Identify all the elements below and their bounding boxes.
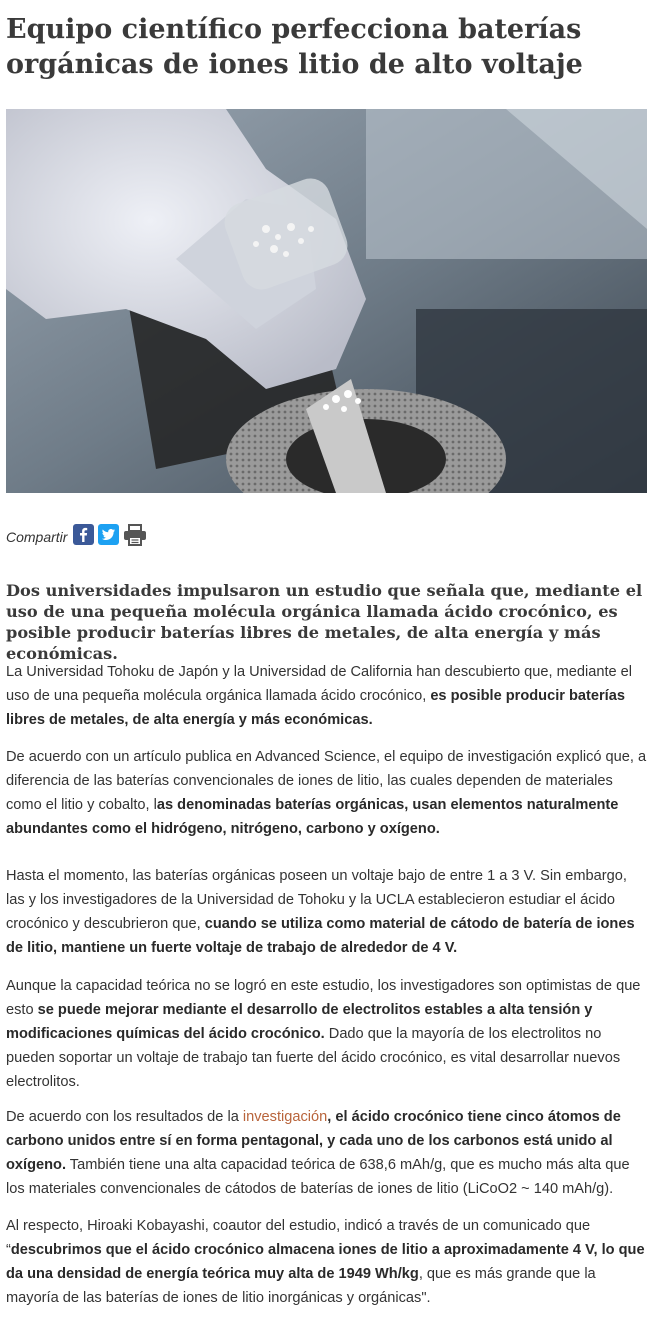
paragraph-text: De acuerdo con los resultados de la bbox=[6, 1109, 243, 1125]
paragraph-text: Aunque la capacidad teórica no se logró en este estudio, los investigadores son optimistas de que esto bbox=[6, 978, 641, 1018]
paragraph-text: Hasta el momento, las baterías orgánicas poseen un voltaje bajo de entre 1 a 3 V. Sin embargo, las y los investigadores de la Universidad de Tohoku y la UCLA establecieron estudiar el ácido crocónico y descubrieron que, bbox=[6, 868, 627, 932]
paragraph-text: De acuerdo con un artículo publica en Advanced Science, el equipo de investigación explicó que, a diferencia de las baterías convencionales de iones de litio, las cuales dependen de materiales como el litio y cobalto, l bbox=[6, 749, 647, 813]
paragraph-text: Al respecto, Hiroaki Kobayashi, coautor del estudio, indicó a través de un comunicado que “ bbox=[6, 1218, 591, 1258]
body-paragraph-5 bbox=[6, 1105, 648, 1201]
article-lead: Dos universidades impulsaron un estudio que señala que, mediante el uso de una pequeña molécula orgánica llamada ácido crocónico, es posible producir baterías libres de metales, de alta energía y más económicas. bbox=[6, 581, 643, 663]
investigacion-link[interactable]: investigación bbox=[242, 1109, 328, 1125]
body-paragraph-4 bbox=[6, 974, 648, 1094]
share-label: Compartir bbox=[6, 529, 68, 545]
paragraph-emphasis: , el ácido crocónico tiene cinco átomos de carbono unidos entre sí en forma pentagonal, y cada uno de los carbonos está unido al oxígeno. bbox=[6, 1109, 621, 1173]
body-paragraph-6 bbox=[6, 1214, 648, 1310]
body-paragraph-1 bbox=[6, 660, 648, 732]
article-title: Equipo científico perfecciona baterías orgánicas de iones litio de alto voltaje bbox=[6, 14, 583, 80]
facebook-icon[interactable] bbox=[73, 524, 94, 550]
paragraph-emphasis: es posible producir baterías libres de metales, de alta energía y más económicas. bbox=[6, 688, 625, 728]
paragraph-text: La Universidad Tohoku de Japón y la Universidad de California han descubierto que, mediante el uso de una pequeña molécula orgánica llamada ácido crocónico, bbox=[6, 664, 633, 704]
paragraph-emphasis: se puede mejorar mediante el desarrollo de electrolitos estables a alta tensión y modificaciones químicas del ácido crocónico. bbox=[6, 1002, 593, 1042]
hero-image bbox=[6, 109, 647, 493]
paragraph-emphasis: cuando se utiliza como material de cátodo de batería de iones de litio, mantiene un fuerte voltaje de trabajo de alrededor de 4 V. bbox=[6, 916, 635, 956]
paragraph-emphasis: as denominadas baterías orgánicas, usan elementos naturalmente abundantes como el hidrógeno, nitrógeno, carbono y oxígeno. bbox=[6, 797, 619, 837]
paragraph-text: , que es más grande que la mayoría de las baterías de iones de litio inorgánicas y orgánicas". bbox=[6, 1266, 596, 1306]
paragraph-text: También tiene una alta capacidad teórica de 638,6 mAh/g, que es mucho más alta que los materiales convencionales de cátodos de baterías de iones de litio (LiCoO2 ~ 140 mAh/g). bbox=[6, 1157, 630, 1197]
paragraph-emphasis: descubrimos que el ácido crocónico almacena iones de litio a aproximadamente 4 V, lo que da una densidad de energía teórica muy alta de 1949 Wh/kg bbox=[6, 1242, 645, 1282]
twitter-icon[interactable] bbox=[98, 524, 119, 550]
body-paragraph-3 bbox=[6, 864, 648, 960]
body-paragraph-2 bbox=[6, 745, 648, 841]
paragraph-text: Dado que la mayoría de los electrolitos no pueden soportar un voltaje de trabajo tan fuerte del ácido crocónico, es vital desarrollar nuevos electrolitos. bbox=[6, 1026, 621, 1090]
print-icon[interactable] bbox=[123, 524, 147, 551]
share-bar bbox=[6, 524, 151, 550]
